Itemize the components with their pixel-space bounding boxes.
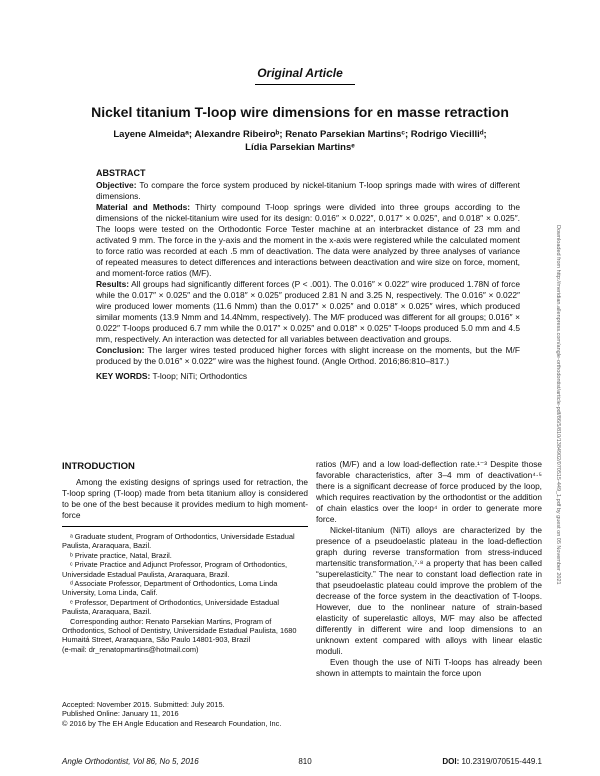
abstract-results <box>96 279 520 345</box>
footnote-rule <box>62 526 308 527</box>
accepted-date: Accepted: November 2015. Submitted: July 2015. <box>62 700 225 709</box>
author-list <box>70 128 530 154</box>
article-type: Original Article <box>257 66 343 80</box>
abstract-heading: ABSTRACT <box>96 168 146 178</box>
intro-left-column <box>62 477 308 521</box>
copyright: © 2016 by The EH Angle Education and Research Foundation, Inc. <box>62 718 282 728</box>
doi-value: 10.2319/070515-449.1 <box>459 757 542 766</box>
intro-paragraph-3: Even though the use of NiTi T-loops has already been shown in attempts to maintain the force upon <box>316 657 542 678</box>
article-title: Nickel titanium T-loop wire dimensions for en masse retraction <box>91 104 509 120</box>
journal-footer: Angle Orthodontist, Vol 86, No 5, 2016 <box>62 757 199 766</box>
intro-right-column <box>316 459 542 679</box>
doi <box>370 757 542 766</box>
intro-paragraph-1: Among the existing designs of springs used for retraction, the T-loop spring (T-loop) made from beta titanium alloy is considered to be one of the best because it provides medium to high moment-force <box>62 477 308 520</box>
publication-dates <box>62 700 308 728</box>
conclusion-text: The larger wires tested produced higher forces with slight increase on the moments, but the M/F produced by the 0.016″ × 0.022″ wire was the highest found. (Angle Orthod. 2016;86:810–817.) <box>96 345 520 366</box>
corresponding-email: (e-mail: dr_renatopmartins@hotmail.com) <box>62 644 199 654</box>
affiliation-notes <box>62 532 308 654</box>
keywords-text: T-loop; NiTi; Orthodontics <box>150 371 248 381</box>
conclusion-label: Conclusion: <box>96 345 145 355</box>
results-text: All groups had significantly different forces (P < .001). The 0.016″ × 0.022″ wire produced 1.78N of force while the 0.017″ × 0.025″ and the 0.018″ × 0.025″ produced 2.81 N and 3.25 N, respectively. The 0.016″ × 0.022″ wire produced lower moments (11.6 Nmm) than the 0.017″ × 0.025″ and 0.018″ × 0.025″ wires, which produced similar moments (13.9 Nmm and 14.4Nmm, respectively). The M/F produced was different for all groups; 0.016″ × 0.022″ T-loops produced 6.7 mm while the 0.017″ × 0.025″ and 0.018″ × 0.025″ T-loops produced 5.0 mm and 4.5 mm, respectively. An interaction was detected for all variables between deactivation and groups. <box>96 279 520 344</box>
abstract-methods <box>96 202 520 279</box>
note-d: ᵈ Associate Professor, Department of Orthodontics, Loma Linda University, Loma Linda, Calif. <box>62 579 278 598</box>
page-number: 810 <box>298 757 312 766</box>
intro-paragraph-1-cont: ratios (M/F) and a low load-deflection rate.¹⁻³ Despite those favorable characteristics, after 3–4 mm of deactivation⁴·⁵ there is a significant decrease of force produced by the loop, which requires reactivation by the orthodontist or the addition of chain elastics over the loop⁴ in order to generate more force. <box>316 459 542 524</box>
note-e: ᵉ Professor, Department of Orthodontics, Universidade Estadual Paulista, Araraquara, Bazil. <box>62 597 279 617</box>
keywords-label: KEY WORDS: <box>96 371 151 381</box>
methods-label: Material and Methods: <box>96 202 191 212</box>
note-a: ᵃ Graduate student, Program of Orthodontics, Universidade Estadual Paulista, Araraquara, Bazil. <box>62 532 295 551</box>
methods-text: Thirty compound T-loop springs were divided into three groups according to the dimensions of the nickel-titanium wire used for its design: 0.016″ × 0.022″, 0.017″ × 0.025″, and 0.018″ × 0.025″. The loops were tested on the Orthodontic Force Tester machine at an interbracket distance of 23 mm and activated 9 mm. The force in the y-axis and the moment in the x-axis were registered while the calculated moment to force ratio was recorded at each .5 mm of deactivation. The data were analyzed by three analyses of variance of repeated measures to detect differences and interactions between deactivation and wire size on force, moment, and moment-force ratios (M/F). <box>96 202 520 278</box>
objective-text: To compare the force system produced by nickel-titanium T-loop springs made with wires of different dimensions. <box>96 180 520 201</box>
doi-label: DOI: <box>442 757 460 766</box>
published-date: Published Online: January 11, 2016 <box>62 709 179 719</box>
keywords <box>96 371 520 382</box>
intro-paragraph-2: Nickel-titanium (NiTi) alloys are characterized by the presence of a pseudoelastic plateau in the load-deflection graph during reverse transformation from stress-induced martensitic transformation,⁷·⁸ a property that has been called “superelasticity.” The near to constant load deflection rate in that pseudoelastic plateau could improve the problem of the decrease of the force system in the deactivation of T-loops. However, due to the nonlinear nature of strain-based elasticity of superelastic alloys, M/F may also be affected differently in different wire and loop dimensions to an unknown extent compared with alloys with linear elastic moduli. <box>316 525 542 656</box>
results-label: Results: <box>96 279 130 289</box>
note-b: ᵇ Private practice, Natal, Brazil. <box>70 550 172 560</box>
note-c: ᶜ Private Practice and Adjunct Professor, Program of Orthodontics, Universidade Estadual Paulista, Araraquara, Brazil. <box>62 560 288 579</box>
authors-line-2: Lídia Parsekian Martinsᵉ <box>245 142 355 153</box>
download-watermark: Downloaded from http://meridian.allenpress.com/angle-orthodontist/article-pdf/86/5/810/1384902/070515-449_1.pdf by guest on 05 November 2021 <box>555 225 561 585</box>
intro-heading: INTRODUCTION <box>62 461 135 472</box>
authors-line-1: Layene Almeidaᵃ; Alexandre Ribeiroᵇ; Renato Parsekian Martinsᶜ; Rodrigo Viecilliᵈ; <box>113 129 487 140</box>
abstract-block <box>96 168 520 382</box>
corresponding-author: Corresponding author: Renato Parsekian Martins, Program of Orthodontics, School of Dentistry, Universidade Estadual Paulista, 1680 Humaitá Street, Araraquara, São Paulo 14801-903, Brazil <box>62 616 297 645</box>
abstract-objective <box>96 180 520 202</box>
header-rule <box>255 84 355 85</box>
objective-label: Objective: <box>96 180 137 190</box>
abstract-conclusion <box>96 345 520 367</box>
